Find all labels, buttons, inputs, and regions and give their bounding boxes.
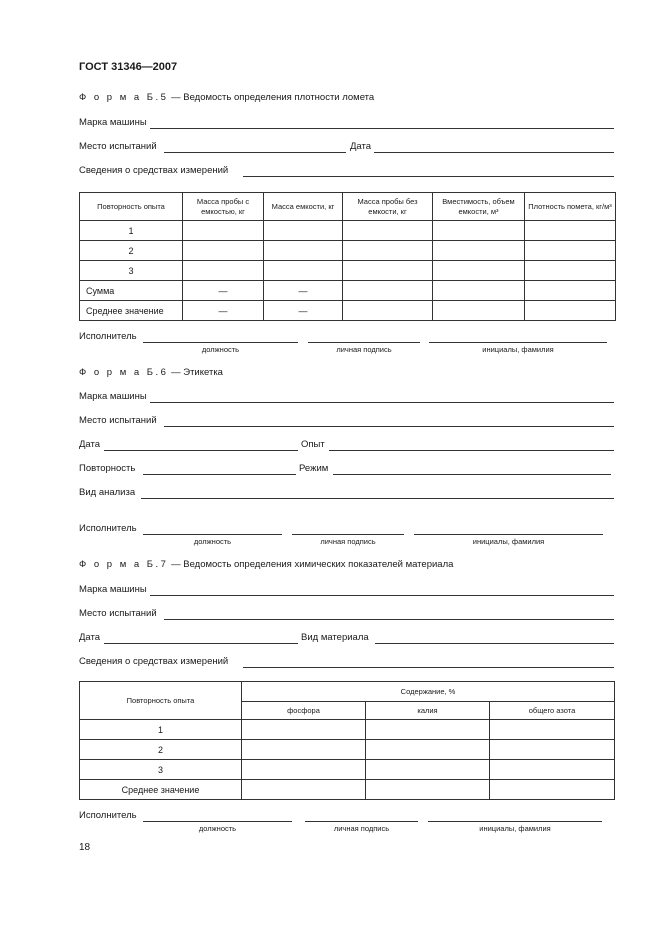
b5-place-field[interactable]	[164, 152, 346, 153]
table-cell[interactable]	[343, 221, 433, 241]
table-cell[interactable]	[525, 261, 616, 281]
b5-name-caption: инициалы, фамилия	[482, 345, 554, 354]
b7-table	[79, 681, 615, 800]
b5-position-field[interactable]	[143, 342, 298, 343]
table-cell[interactable]	[264, 261, 343, 281]
b5-instruments-label: Сведения о средствах измерений	[79, 165, 229, 176]
table-cell[interactable]	[525, 301, 616, 321]
b6-name-caption: инициалы, фамилия	[472, 537, 545, 546]
table-cell[interactable]	[183, 261, 264, 281]
form-b5-title	[79, 92, 374, 103]
b7-place-field[interactable]	[164, 619, 614, 620]
table-cell[interactable]	[183, 241, 264, 261]
b5-col-volume: Вместимость, объем емкости, м³	[433, 193, 525, 221]
table-cell[interactable]	[433, 241, 525, 261]
b7-date-field[interactable]	[104, 643, 298, 644]
b5-row-label: 2	[80, 241, 183, 261]
b5-machine-label: Марка машины	[79, 117, 147, 128]
table-row	[80, 740, 615, 760]
b5-signature-caption: личная подпись	[336, 345, 392, 354]
table-cell[interactable]	[366, 760, 490, 780]
table-cell[interactable]	[525, 221, 616, 241]
b7-signature-field[interactable]	[305, 821, 418, 822]
b6-signature-field[interactable]	[292, 534, 404, 535]
b6-position-caption: должность	[193, 537, 232, 546]
b6-signature-caption: личная подпись	[320, 537, 376, 546]
b5-row-label: Сумма	[80, 281, 183, 301]
form-b7-prefix: Ф о р м а Б.7	[79, 559, 169, 570]
b7-material-label: Вид материала	[301, 632, 369, 643]
table-cell[interactable]	[433, 221, 525, 241]
b7-position-field[interactable]	[143, 821, 292, 822]
b6-mode-field[interactable]	[333, 474, 611, 475]
table-cell[interactable]	[343, 301, 433, 321]
b7-date-label: Дата	[79, 632, 101, 643]
b5-executor-label: Исполнитель	[79, 331, 137, 342]
table-cell: —	[183, 281, 264, 301]
table-row	[80, 780, 615, 800]
b5-date-label: Дата	[350, 141, 372, 152]
b6-name-field[interactable]	[414, 534, 603, 535]
table-cell[interactable]	[366, 740, 490, 760]
b5-row-label: 1	[80, 221, 183, 241]
b6-experiment-label: Опыт	[301, 439, 325, 450]
b6-executor-label: Исполнитель	[79, 523, 137, 534]
table-row	[80, 281, 616, 301]
table-row	[80, 241, 616, 261]
b5-row-label: Среднее значение	[80, 301, 183, 321]
table-cell[interactable]	[242, 740, 366, 760]
b7-instruments-label: Сведения о средствах измерений	[79, 656, 229, 667]
b6-place-field[interactable]	[164, 426, 614, 427]
b7-col-potassium: калия	[366, 702, 490, 720]
b6-machine-field[interactable]	[150, 402, 614, 403]
b5-instruments-field[interactable]	[243, 176, 614, 177]
b7-position-caption: должность	[198, 824, 237, 833]
table-row	[80, 760, 615, 780]
b7-instruments-field[interactable]	[243, 667, 614, 668]
table-cell[interactable]	[433, 281, 525, 301]
form-b5-title-text: — Ведомость определения плотности ломета	[168, 92, 375, 103]
table-cell[interactable]	[433, 301, 525, 321]
table-cell[interactable]	[490, 760, 615, 780]
table-cell[interactable]	[366, 720, 490, 740]
table-cell[interactable]	[343, 241, 433, 261]
b7-material-field[interactable]	[375, 643, 614, 644]
b6-mode-label: Режим	[299, 463, 329, 474]
table-cell[interactable]	[343, 281, 433, 301]
b5-col-mass-with: Масса пробы с емкостью, кг	[183, 193, 264, 221]
b5-machine-field[interactable]	[150, 128, 614, 129]
table-cell[interactable]	[433, 261, 525, 281]
b6-experiment-field[interactable]	[329, 450, 614, 451]
b6-date-label: Дата	[79, 439, 101, 450]
b5-date-field[interactable]	[374, 152, 614, 153]
table-row	[80, 221, 616, 241]
b6-date-field[interactable]	[104, 450, 298, 451]
b7-name-caption: инициалы, фамилия	[479, 824, 551, 833]
form-b6-title-text: — Этикетка	[168, 367, 223, 378]
table-cell[interactable]	[343, 261, 433, 281]
form-b7-title	[79, 559, 453, 570]
form-b6-title	[79, 367, 223, 378]
table-row	[80, 301, 616, 321]
b6-position-field[interactable]	[143, 534, 282, 535]
b5-place-label: Место испытаний	[79, 141, 157, 152]
table-cell: —	[264, 281, 343, 301]
b7-machine-field[interactable]	[150, 595, 614, 596]
table-cell[interactable]	[525, 241, 616, 261]
form-b6-prefix: Ф о р м а Б.6	[79, 367, 169, 378]
table-cell[interactable]	[490, 720, 615, 740]
b5-position-caption: должность	[201, 345, 240, 354]
b7-place-label: Место испытаний	[79, 608, 157, 619]
page-number: 18	[79, 842, 91, 853]
b6-repeat-label: Повторность	[79, 463, 136, 474]
b7-col-nitrogen: общего азота	[490, 702, 615, 720]
table-cell[interactable]	[242, 780, 366, 800]
b7-signature-caption: личная подпись	[333, 824, 390, 833]
table-cell[interactable]	[366, 780, 490, 800]
b5-signature-field[interactable]	[308, 342, 420, 343]
b5-col-density: Плотность помета, кг/м³	[525, 193, 616, 221]
table-cell[interactable]	[264, 221, 343, 241]
b6-analysis-label: Вид анализа	[79, 487, 136, 498]
b7-col-repeat: Повторность опыта	[80, 682, 242, 720]
b6-repeat-field[interactable]	[143, 474, 296, 475]
b7-executor-label: Исполнитель	[79, 810, 137, 821]
b7-row-label: 1	[80, 720, 242, 740]
table-cell[interactable]	[242, 760, 366, 780]
table-cell[interactable]	[490, 780, 615, 800]
b7-row-label: 3	[80, 760, 242, 780]
b7-row-label: Среднее значение	[80, 780, 242, 800]
form-b7-title-text: — Ведомость определения химических показателей материала	[168, 559, 454, 570]
table-cell[interactable]	[183, 221, 264, 241]
b5-table	[79, 192, 616, 321]
b7-table-header-row	[80, 682, 615, 702]
table-cell[interactable]	[264, 241, 343, 261]
table-cell[interactable]	[525, 281, 616, 301]
table-row	[80, 720, 615, 740]
table-cell: —	[183, 301, 264, 321]
b7-row-label: 2	[80, 740, 242, 760]
document-id: ГОСТ 31346—2007	[79, 61, 178, 73]
b6-machine-label: Марка машины	[79, 391, 147, 402]
b5-col-repeat: Повторность опыта	[80, 193, 183, 221]
b6-place-label: Место испытаний	[79, 415, 157, 426]
b5-name-field[interactable]	[429, 342, 607, 343]
b5-row-label: 3	[80, 261, 183, 281]
table-cell[interactable]	[242, 720, 366, 740]
b7-col-phosphorus: фосфора	[242, 702, 366, 720]
table-cell[interactable]	[490, 740, 615, 760]
table-row	[80, 261, 616, 281]
b5-col-mass-without: Масса пробы без емкости, кг	[343, 193, 433, 221]
table-cell: —	[264, 301, 343, 321]
b5-table-header-row	[80, 193, 616, 221]
form-b5-prefix: Ф о р м а Б.5	[79, 92, 169, 103]
b7-machine-label: Марка машины	[79, 584, 147, 595]
b6-analysis-field[interactable]	[141, 498, 614, 499]
b5-col-mass-container: Масса емкости, кг	[264, 193, 343, 221]
b7-name-field[interactable]	[428, 821, 602, 822]
b7-col-content: Содержание, %	[242, 682, 615, 702]
